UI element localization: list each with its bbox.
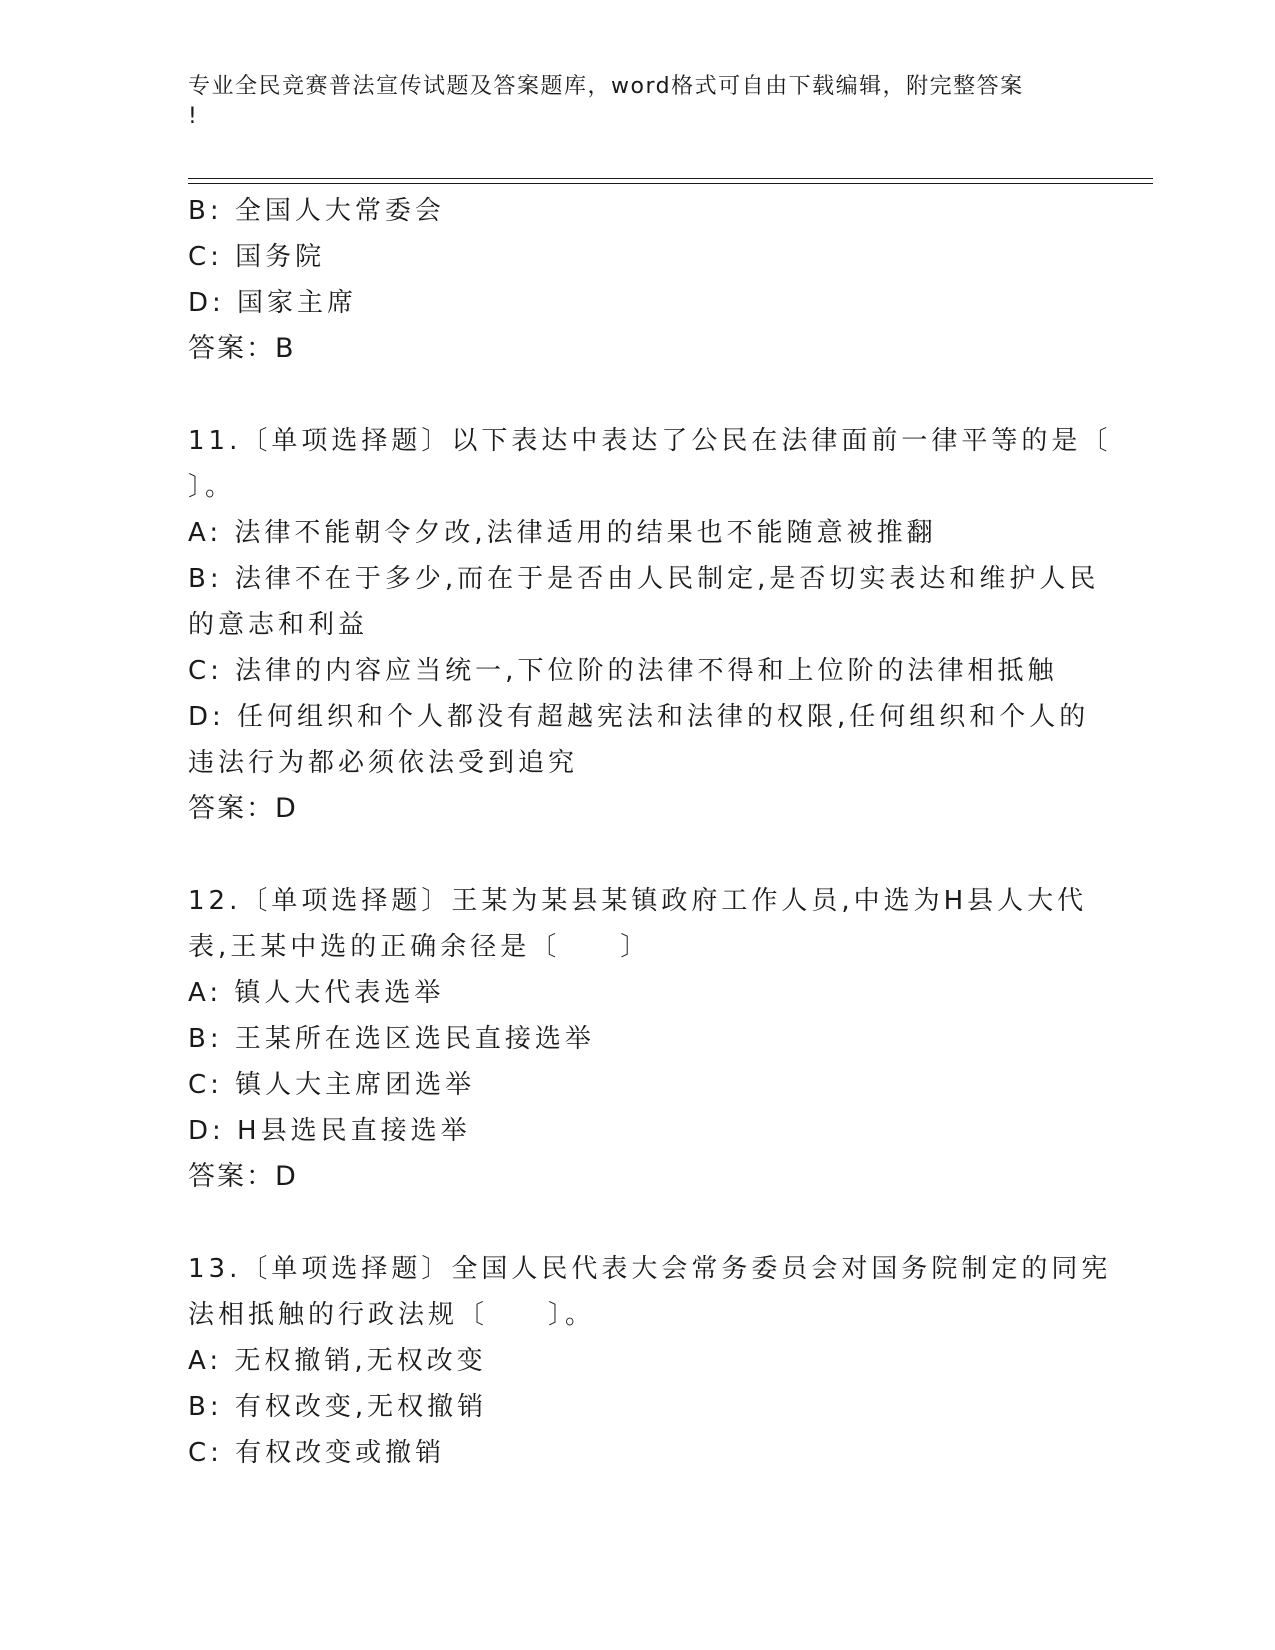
option-c: C: 国务院	[188, 242, 326, 272]
option-b: B: 全国人大常委会	[188, 196, 445, 226]
option-c: C: 法律的内容应当统一,下位阶的法律不得和上位阶的法律相抵触	[188, 656, 1058, 686]
answer-line	[188, 1154, 1068, 1200]
question-10-continued	[188, 188, 1068, 372]
header-text-line2: !	[188, 104, 199, 129]
answer-label: 答案：	[188, 1161, 275, 1192]
answer-line	[188, 326, 1068, 372]
option-c: C: 镇人大主席团选举	[188, 1070, 476, 1100]
question-stem-line1: 11.〔单项选择题〕以下表达中表达了公民在法律面前一律平等的是〔	[188, 426, 1112, 456]
answer-label: 答案：	[188, 793, 275, 824]
option-a: A: 镇人大代表选举	[188, 978, 445, 1008]
spacer	[188, 1200, 1068, 1246]
header-text-line1: 专业全民竞赛普法宣传试题及答案题库，word格式可自由下载编辑，附完整答案	[188, 74, 1024, 99]
answer-value: B	[275, 333, 295, 364]
answer-value: D	[275, 1161, 297, 1192]
question-list	[188, 188, 1112, 1476]
question-stem-line1: 13.〔单项选择题〕全国人民代表大会常务委员会对国务院制定的同宪	[188, 1254, 1112, 1284]
answer-label: 答案：	[188, 333, 275, 364]
option-b-line1: B: 法律不在于多少,而在于是否由人民制定,是否切实表达和维护人民	[188, 564, 1100, 594]
question-13	[188, 1246, 1112, 1476]
option-d: D: H县选民直接选举	[188, 1116, 471, 1146]
option-b: B: 王某所在选区选民直接选举	[188, 1024, 595, 1054]
question-12	[188, 878, 1088, 1200]
option-a: A: 无权撤销,无权改变	[188, 1346, 487, 1376]
spacer	[188, 372, 1068, 418]
option-d: D: 国家主席	[188, 288, 358, 318]
answer-value: D	[275, 793, 297, 824]
question-stem-line2: 法相抵触的行政法规〔 〕。	[188, 1300, 596, 1330]
answer-line	[188, 786, 1068, 832]
header-divider-top	[188, 178, 1153, 179]
question-stem-line1: 12.〔单项选择题〕王某为某县某镇政府工作人员,中选为H县人大代	[188, 886, 1088, 916]
question-stem-line2: 〕。	[188, 472, 236, 502]
question-11	[188, 418, 1112, 832]
header-divider-bottom	[188, 183, 1153, 184]
option-d-line2: 违法行为都必须依法受到追究	[188, 748, 579, 778]
spacer	[188, 832, 1068, 878]
option-b-line2: 的意志和利益	[188, 610, 369, 640]
question-stem-line2: 表,王某中选的正确余径是〔 〕	[188, 932, 651, 962]
option-d-line1: D: 任何组织和个人都没有超越宪法和法律的权限,任何组织和个人的	[188, 702, 1090, 732]
option-a: A: 法律不能朝令夕改,法律适用的结果也不能随意被推翻	[188, 518, 937, 548]
option-c: C: 有权改变或撤销	[188, 1438, 446, 1468]
document-header	[188, 72, 1068, 132]
option-b: B: 有权改变,无权撤销	[188, 1392, 488, 1422]
